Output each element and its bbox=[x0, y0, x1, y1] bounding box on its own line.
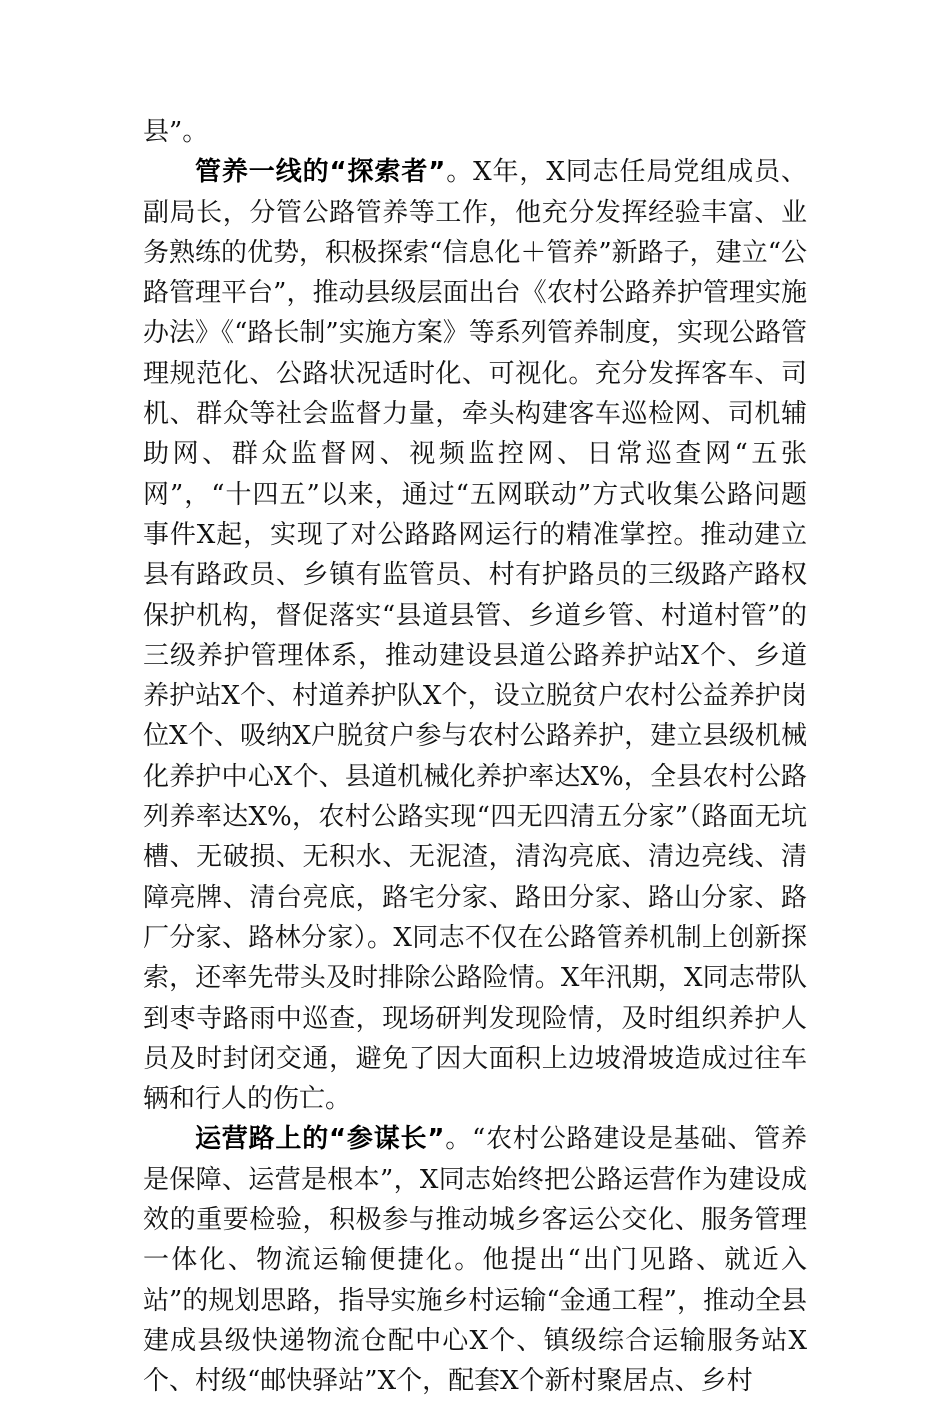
paragraph-heading: 管养一线的“探索者” bbox=[195, 157, 446, 188]
paragraph-continuation bbox=[143, 112, 807, 152]
paragraph-management bbox=[143, 152, 807, 1119]
paragraph-heading: 运营路上的“参谋长” bbox=[195, 1124, 445, 1155]
paragraph-body: 。X年，X同志任局党组成员、副局长，分管公路管养等工作，他充分发挥经验丰富、业务熟练的优势，积极探索“信息化＋管养”新路子，建立“公路管理平台”，推动县级层面出台《农村公路养护管理实施办法》《“路长制”实施方案》等系列管养制度，实现公路管理规范化、公路状况适时化、可视化。充分发挥客车、司机、群众等社会监督力量，牵头构建客车巡检网、司机辅助网、群众监督网、视频监控网、日常巡查网“五张网”，“十四五”以来，通过“五网联动”方式收集公路问题事件X起，实现了对公路路网运行的精准掌控。推动建立县有路政员、乡镇有监管员、村有护路员的三级路产路权保护机构，督促落实“县道县管、乡道乡管、村道村管”的三级养护管理体系，推动建设县道公路养护站X个、乡道养护站X个、村道养护队X个，设立脱贫户农村公益养护岗位X个、吸纳X户脱贫户参与农村公路养护，建立县级机械化养护中心X个、县道机械化养护率达X%，全县农村公路列养率达X%，农村公路实现“四无四清五分家”（路面无坑槽、无破损、无积水、无泥渣，清沟亮底、清边亮线、清障亮牌、清台亮底，路宅分家、路田分家、路山分家、路厂分家、路林分家）。X同志不仅在公路管养机制上创新探索，还率先带头及时排除公路险情。X年汛期，X同志带队到枣寺路雨中巡查，现场研判发现险情，及时组织养护人员及时封闭交通，避免了因大面积上边坡滑坡造成过往车辆和行人的伤亡。 bbox=[143, 157, 807, 1115]
paragraph-body: 。“农村公路建设是基础、管养是保障、运营是根本”，X同志始终把公路运营作为建设成效的重要检验，积极参与推动城乡客运公交化、服务管理一体化、物流运输便捷化。他提出“出门见路、就近入站”的规划思路，指导实施乡村运输“金通工程”，推动全县建成县级快递物流仓配中心X个、镇级综合运输服务站X个、村级“邮快驿站”X个，配套X个新村聚居点、乡村 bbox=[143, 1124, 807, 1397]
paragraph-body: 县”。 bbox=[143, 117, 209, 147]
paragraph-operation bbox=[143, 1119, 807, 1401]
document-page bbox=[143, 112, 807, 1402]
